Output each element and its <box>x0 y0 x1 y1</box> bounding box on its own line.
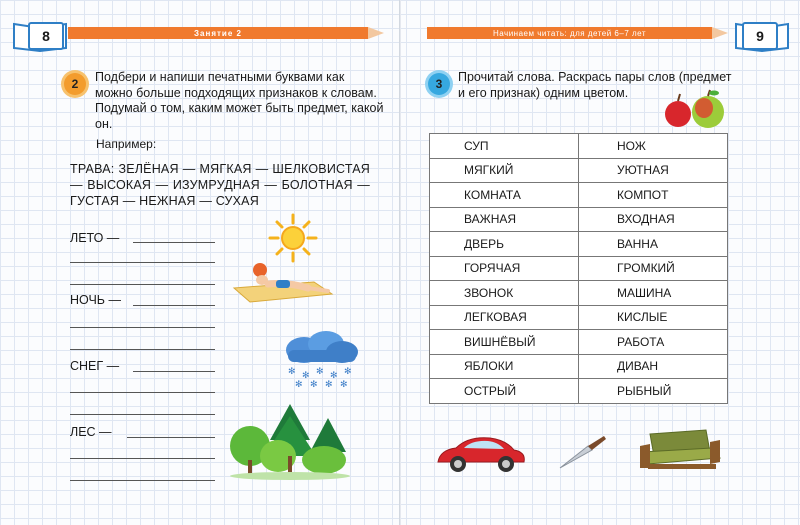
table-row <box>430 158 728 183</box>
answer-line[interactable] <box>70 349 215 350</box>
word-cell[interactable]: МАШИНА <box>579 281 728 306</box>
word-cell[interactable]: УЮТНАЯ <box>579 158 728 183</box>
svg-text:✻: ✻ <box>295 380 303 390</box>
answer-line[interactable] <box>70 284 215 285</box>
word-cell[interactable]: ОСТРЫЙ <box>430 379 579 404</box>
word-cell[interactable]: ДВЕРЬ <box>430 232 579 257</box>
word-cell[interactable]: ДИВАН <box>579 354 728 379</box>
answer-line[interactable] <box>70 327 215 328</box>
task-instruction: Прочитай слова. Раскрась пары слов (предмет и его признак) одним цветом. <box>458 70 732 100</box>
word-cell[interactable]: ВХОДНАЯ <box>579 207 728 232</box>
word-night: НОЧЬ — <box>70 293 121 307</box>
svg-text:✻: ✻ <box>344 367 352 377</box>
answer-line[interactable] <box>70 262 215 263</box>
word-forest: ЛЕС — <box>70 425 112 439</box>
svg-text:✻: ✻ <box>316 367 324 377</box>
page-number: 9 <box>742 22 778 50</box>
svg-text:✻: ✻ <box>288 367 296 377</box>
word-cell[interactable]: ВИШНЁВЫЙ <box>430 330 579 355</box>
example-text: ТРАВА: ЗЕЛЁНАЯ — МЯГКАЯ — ШЕЛКОВИСТАЯ — ВЫСОКАЯ — ИЗУМРУДНАЯ — БОЛОТНАЯ — ГУСТАЯ — НЕЖНАЯ — СУХАЯ <box>70 162 370 208</box>
knife-icon <box>558 434 608 470</box>
book-header: Начинаем читать: для детей 6–7 лет <box>427 27 712 39</box>
answer-line[interactable] <box>127 437 215 438</box>
word-cell[interactable]: КОМПОТ <box>579 183 728 208</box>
svg-text:✻: ✻ <box>340 380 348 390</box>
lesson-header: Занятие 2 <box>68 27 368 39</box>
table-row <box>430 207 728 232</box>
word-snow: СНЕГ — <box>70 359 120 373</box>
table-row <box>430 330 728 355</box>
word-cell[interactable]: КОМНАТА <box>430 183 579 208</box>
example-label: Например: <box>96 137 157 151</box>
word-cell[interactable]: ВАЖНАЯ <box>430 207 579 232</box>
word-cell[interactable]: ЛЕГКОВАЯ <box>430 305 579 330</box>
word-cell[interactable]: НОЖ <box>579 134 728 159</box>
word-cell[interactable]: РАБОТА <box>579 330 728 355</box>
answer-line[interactable] <box>70 480 215 481</box>
page-number: 8 <box>28 22 64 50</box>
word-cell[interactable]: ГОРЯЧАЯ <box>430 256 579 281</box>
table-row <box>430 183 728 208</box>
apples-icon <box>660 88 728 130</box>
word-cell[interactable]: ЯБЛОКИ <box>430 354 579 379</box>
forest-icon <box>228 400 353 480</box>
word-cell[interactable]: КИСЛЫЕ <box>579 305 728 330</box>
word-cell[interactable]: ГРОМКИЙ <box>579 256 728 281</box>
pencil-tip-icon <box>712 27 728 39</box>
svg-text:✻: ✻ <box>330 371 338 381</box>
answer-line[interactable] <box>70 414 215 415</box>
answer-line[interactable] <box>70 392 215 393</box>
word-cell[interactable]: ЗВОНОК <box>430 281 579 306</box>
word-cell[interactable]: МЯГКИЙ <box>430 158 579 183</box>
word-cell[interactable]: СУП <box>430 134 579 159</box>
table-row <box>430 379 728 404</box>
word-pairs-table <box>429 133 728 404</box>
table-row <box>430 305 728 330</box>
right-page <box>400 0 800 525</box>
sunbathing-girl-icon <box>228 258 338 304</box>
table-row <box>430 134 728 159</box>
pencil-tip-icon <box>368 27 384 39</box>
answer-line[interactable] <box>133 305 215 306</box>
table-row <box>430 354 728 379</box>
task-number-badge: 2 <box>64 73 86 95</box>
word-cell[interactable]: ВАННА <box>579 232 728 257</box>
svg-text:✻: ✻ <box>302 371 310 381</box>
car-icon <box>434 432 528 476</box>
answer-line[interactable] <box>133 371 215 372</box>
word-summer: ЛЕТО — <box>70 231 120 245</box>
svg-text:✻: ✻ <box>325 380 333 390</box>
table-row <box>430 281 728 306</box>
sofa-icon <box>636 428 724 476</box>
task-number-badge: 3 <box>428 73 450 95</box>
word-cell[interactable]: РЫБНЫЙ <box>579 379 728 404</box>
sun-icon <box>268 213 318 263</box>
snow-cloud-icon <box>280 330 362 390</box>
table-row <box>430 232 728 257</box>
task-instruction: Подбери и напиши печатными буквами как можно больше подходящих признаков к словам. Подумай о том, каким может быть предмет, какой он. <box>95 70 384 131</box>
answer-line[interactable] <box>70 458 215 459</box>
table-row <box>430 256 728 281</box>
answer-line[interactable] <box>133 242 215 243</box>
svg-text:✻: ✻ <box>310 380 318 390</box>
